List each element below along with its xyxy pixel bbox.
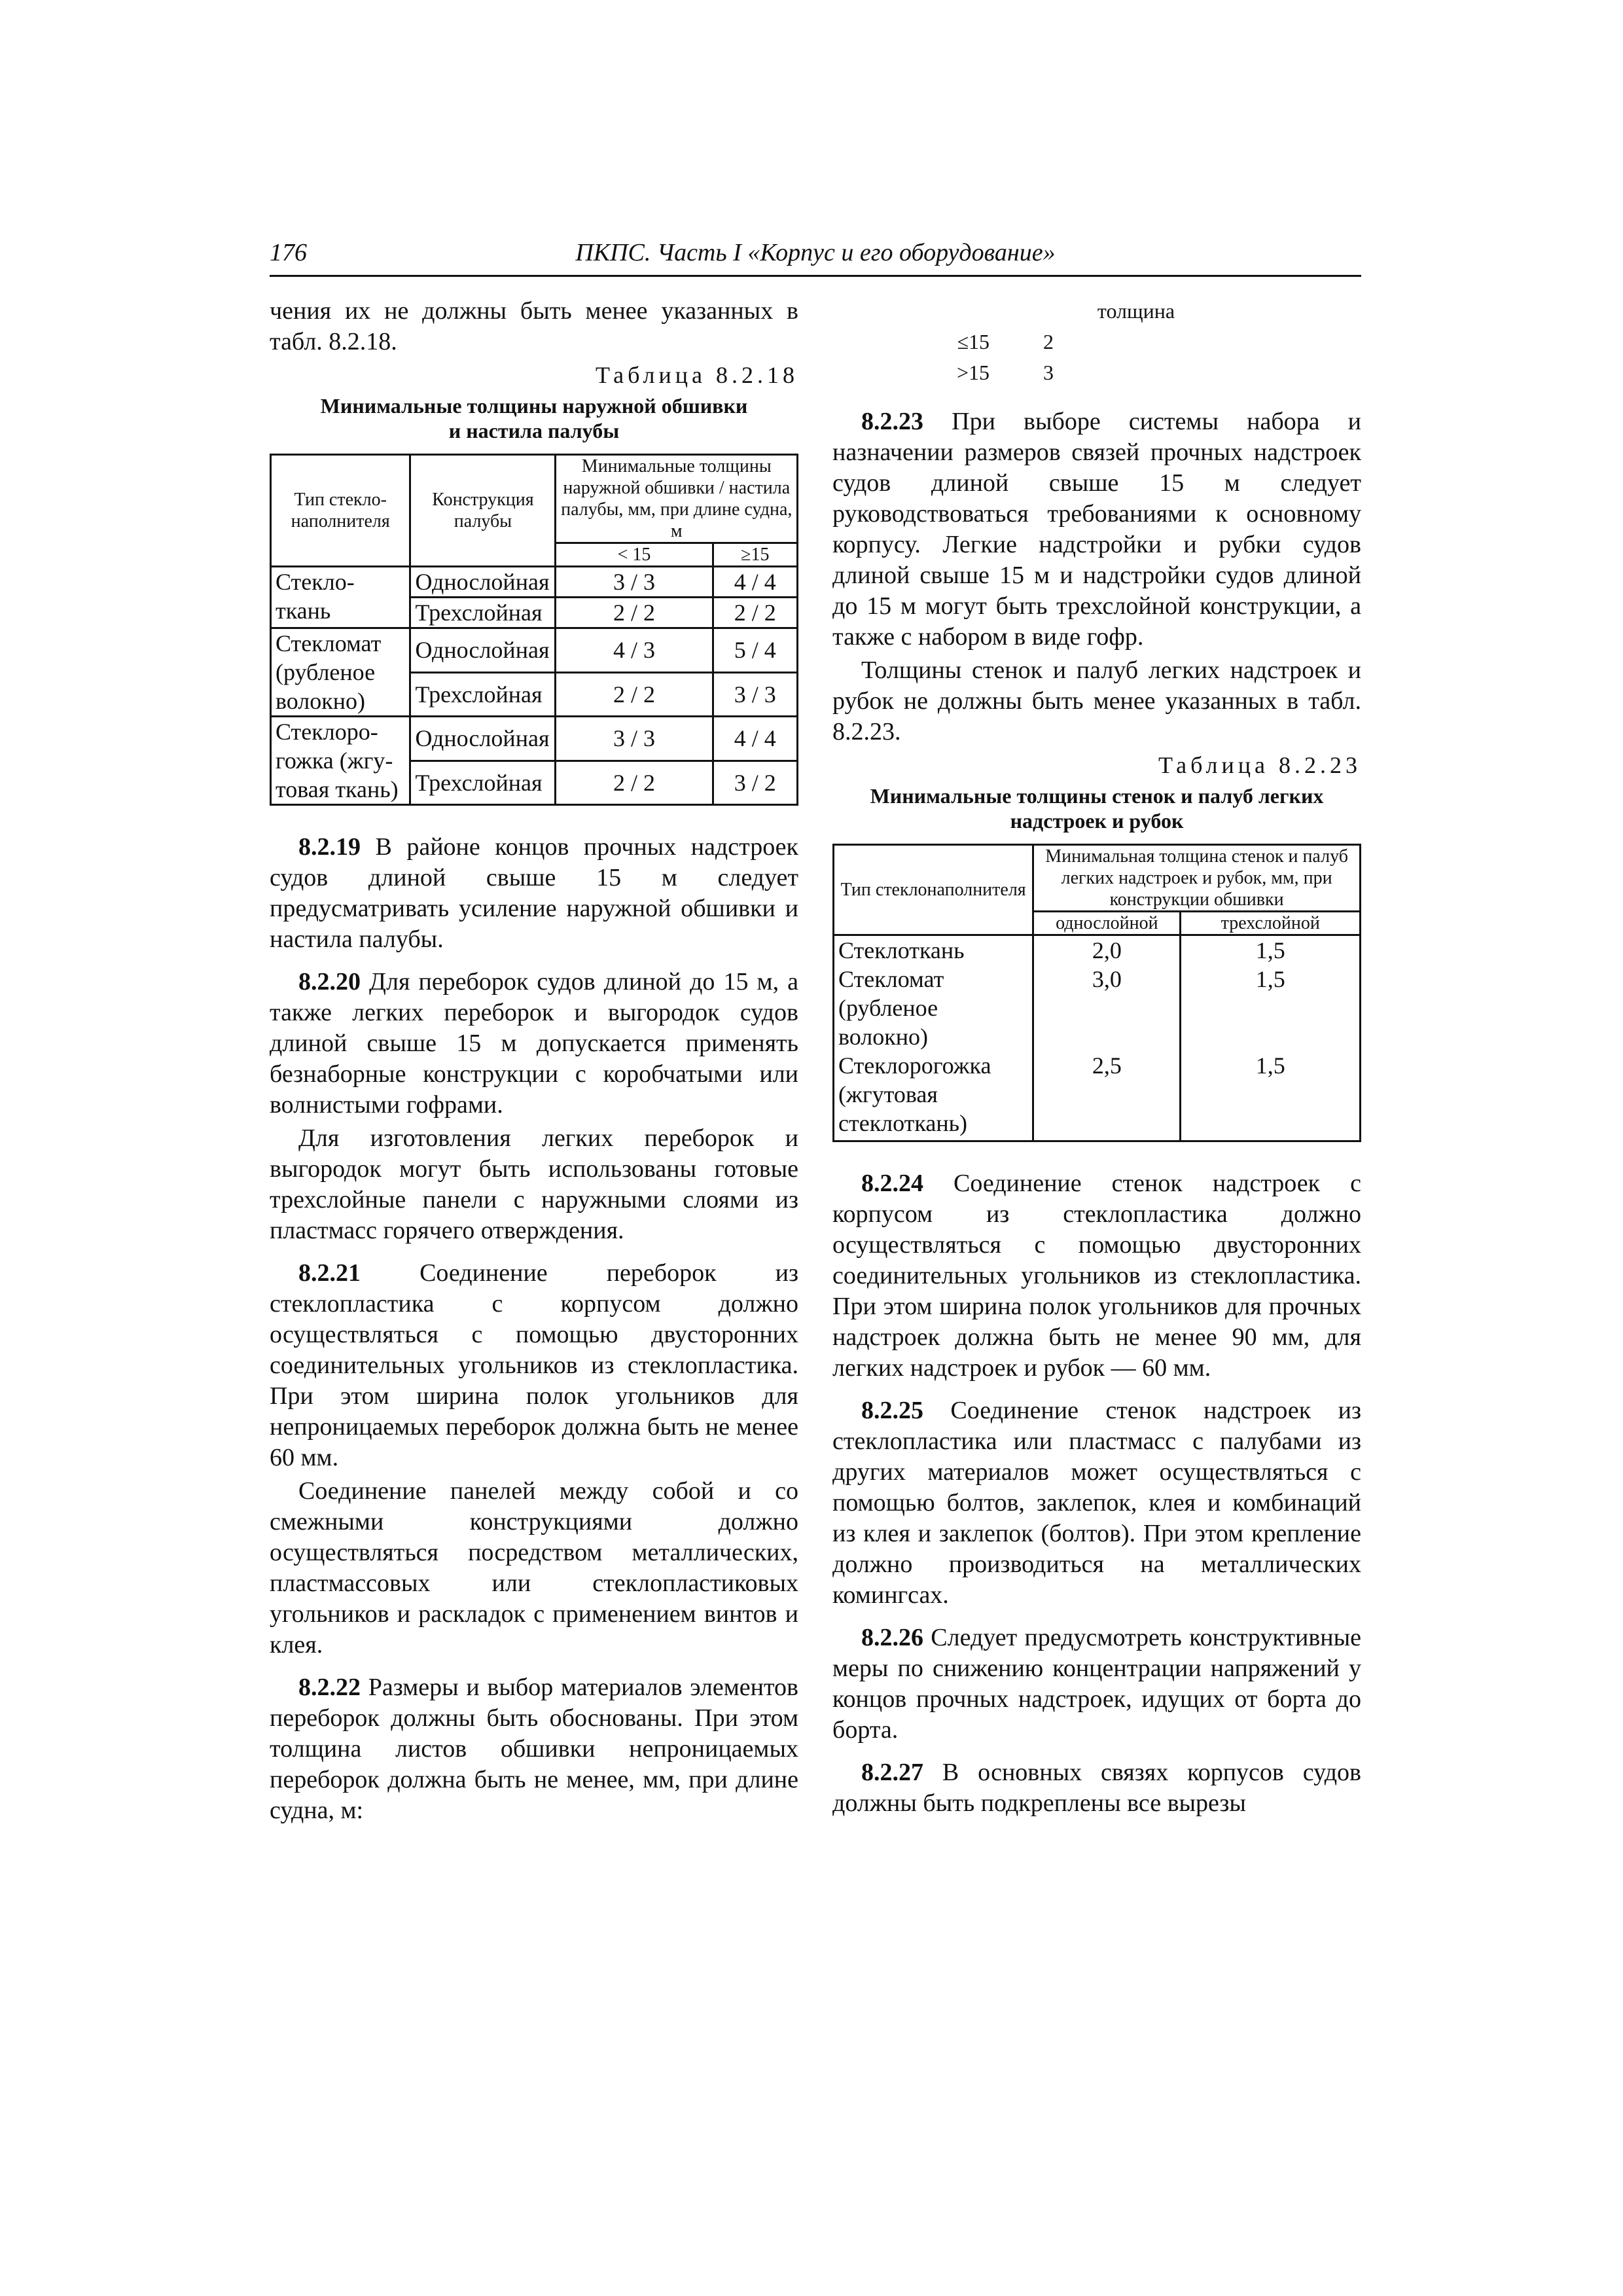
value-cell: 3,0 — [1033, 965, 1181, 1051]
value-cell: 1,5 — [1181, 935, 1361, 965]
section-number: 8.2.27 — [861, 1759, 923, 1786]
section-number: 8.2.20 — [298, 968, 361, 996]
value-cell: 3 / 3 — [556, 717, 713, 761]
value-cell: 4 / 3 — [556, 628, 713, 673]
paragraph-8-2-21-cont: Соединение панелей между собой и со смежными конструкциями должно осуществляться посредством металлических, пластмассовых или стеклопластиковых угольников и раскладок с применением винтов и клея. — [270, 1477, 798, 1659]
header-type: Тип стеклонаполнителя — [834, 845, 1033, 935]
value-cell: 3 / 3 — [713, 672, 797, 717]
paragraph-8-2-19 — [270, 832, 798, 955]
paragraph-text: В районе концов прочных надстроек судов длиной свыше 15 м следует предусматривать усиление наружной обшивки и настила палубы. — [270, 833, 798, 953]
value-cell: 2 / 2 — [556, 598, 713, 628]
mini-header: толщина — [1097, 299, 1175, 323]
paragraph-text: Размеры и выбор материалов элементов переборок должны быть обоснованы. При этом толщина листов обшивки непроницаемых переборок должна быть не менее, мм, при длине судна, м: — [270, 1674, 798, 1824]
header-construction: Конструкция палубы — [410, 455, 556, 567]
value-cell: 1,5 — [1181, 1051, 1361, 1141]
construction-cell: Однослойная — [410, 628, 556, 673]
table-row — [834, 1051, 1361, 1141]
page-header — [270, 238, 1361, 277]
section-number: 8.2.26 — [861, 1624, 923, 1651]
value-cell: 2,0 — [1033, 935, 1181, 965]
right-column — [832, 296, 1361, 1831]
header-single-layer: однослойной — [1033, 912, 1181, 935]
caption-line: Минимальные толщины стенок и палуб легких — [870, 784, 1324, 808]
section-number: 8.2.22 — [298, 1674, 361, 1701]
length-value: >15 — [956, 361, 990, 384]
list-item — [832, 357, 1361, 388]
paragraph-8-2-25 — [832, 1395, 1361, 1611]
caption-line: Минимальные толщины наружной обшивки — [320, 394, 748, 418]
left-column — [270, 296, 798, 1838]
table-8-2-18 — [270, 454, 798, 806]
page-number: 176 — [270, 239, 307, 266]
value-cell: 2,5 — [1033, 1051, 1181, 1141]
construction-cell: Трехслойная — [410, 598, 556, 628]
header-type: Тип стекло-наполнителя — [271, 455, 410, 567]
type-cell: Стекломат (рубленое волокно) — [271, 628, 410, 717]
paragraph-8-2-23 — [832, 406, 1361, 653]
length-value: ≤15 — [957, 330, 990, 353]
list-item — [832, 327, 1361, 357]
section-number: 8.2.25 — [861, 1397, 923, 1424]
value-cell: 4 / 4 — [713, 717, 797, 761]
value-cell: 3 / 3 — [556, 567, 713, 598]
paragraph-text: Следует предусмотреть конструктивные меры по снижению концентрации напряжений у концов прочных надстроек, идущих от борта до борта. — [832, 1624, 1361, 1744]
paragraph-text: Соединение переборок из стеклопластика с корпусом должно осуществляться с помощью двусторонних соединительных угольников из стеклопластика. При этом ширина полок угольников для непроницаемых переборок должна быть не менее 60 мм. — [270, 1259, 798, 1471]
type-cell: Стекломат (рубленое волокно) — [834, 965, 1033, 1051]
paragraph-text: В основных связях корпусов судов должны быть подкреплены все вырезы — [832, 1759, 1361, 1817]
value-cell: 1,5 — [1181, 965, 1361, 1051]
value-cell: 2 / 2 — [556, 761, 713, 805]
table-8-2-23 — [832, 844, 1361, 1142]
type-cell: Стеклоро-гожка (жгу-товая ткань) — [271, 717, 410, 805]
construction-cell: Однослойная — [410, 567, 556, 598]
paragraph-8-2-20 — [270, 967, 798, 1121]
bulkhead-thickness-list — [832, 296, 1361, 388]
table-row — [271, 628, 798, 673]
header-min-thickness: Минимальная толщина стенок и палуб легких надстроек и рубок, мм, при конструкции обшивки — [1033, 845, 1361, 912]
paragraph-text: Соединение стенок надстроек из стеклопластика или пластмасс с палубами из других материалов может осуществляться с помощью болтов, заклепок, клея и комбинаций из клея и заклепок (болтов). При этом крепление должно производиться на металлических комингсах. — [832, 1397, 1361, 1609]
header-min-thickness: Минимальные толщины наружной обшивки / настила палубы, мм, при длине судна, м — [556, 455, 798, 543]
paragraph-8-2-23-cont: Толщины стенок и палуб легких надстроек и рубок не должны быть менее указанных в табл. 8.2.23. — [832, 656, 1361, 745]
paragraph-8-2-21 — [270, 1258, 798, 1473]
intro-text: чения их не должны быть менее указанных в табл. 8.2.18. — [270, 297, 798, 355]
table-row — [834, 965, 1361, 1051]
table-row — [834, 935, 1361, 965]
section-number: 8.2.24 — [861, 1170, 923, 1197]
table-8-2-23-label: Таблица 8.2.23 — [1158, 752, 1361, 778]
thickness-value: 2 — [1043, 330, 1054, 353]
value-cell: 2 / 2 — [713, 598, 797, 628]
caption-line: надстроек и рубок — [1010, 809, 1184, 833]
value-cell: 4 / 4 — [713, 567, 797, 598]
value-cell: 5 / 4 — [713, 628, 797, 673]
type-cell: Стеклорогожка (жгутовая стеклоткань) — [834, 1051, 1033, 1141]
header-ge-15: ≥15 — [713, 543, 797, 567]
section-number: 8.2.23 — [861, 408, 923, 435]
table-row — [271, 717, 798, 761]
table-8-2-18-caption — [270, 393, 798, 443]
paragraph-8-2-24 — [832, 1168, 1361, 1384]
table-row — [271, 567, 798, 598]
header-lt-15: < 15 — [556, 543, 713, 567]
thickness-value: 3 — [1043, 361, 1054, 384]
construction-cell: Однослойная — [410, 717, 556, 761]
paragraph-text: Для переборок судов длиной до 15 м, а также легких переборок и выгородок судов длиной свыше 15 м допускается применять безнаборные конструкции с коробчатыми или волнистыми гофрами. — [270, 968, 798, 1119]
construction-cell: Трехслойная — [410, 761, 556, 805]
paragraph-8-2-22 — [270, 1672, 798, 1826]
value-cell: 2 / 2 — [556, 672, 713, 717]
type-cell: Стеклоткань — [834, 935, 1033, 965]
type-cell: Стекло-ткань — [271, 567, 410, 628]
table-8-2-23-caption — [832, 783, 1361, 833]
paragraph-text: Соединение стенок надстроек с корпусом из стеклопластика должно осуществляться с помощью двусторонних соединительных угольников из стеклопластика. При этом ширина полок угольников для прочных надстроек должна быть не менее 90 мм, для легких надстроек и рубок — 60 мм. — [832, 1170, 1361, 1382]
construction-cell: Трехслойная — [410, 672, 556, 717]
value-cell: 3 / 2 — [713, 761, 797, 805]
paragraph-text: При выборе системы набора и назначении размеров связей прочных надстроек судов длиной свыше 15 м следует руководствоваться требованиями к основному корпусу. Легкие надстройки и рубки судов длиной свыше 15 м и надстройки судов длиной до 15 м могут быть трехслойной конструкции, а также с набором в виде гофр. — [832, 408, 1361, 651]
paragraph-8-2-20-cont: Для изготовления легких переборок и выгородок могут быть использованы готовые трехслойные панели с наружными слоями из пластмасс горячего отверждения. — [270, 1124, 798, 1244]
paragraph-8-2-26 — [832, 1623, 1361, 1746]
section-number: 8.2.21 — [298, 1259, 361, 1287]
section-number: 8.2.19 — [298, 833, 361, 861]
paragraph-8-2-27 — [832, 1757, 1361, 1819]
table-8-2-18-label: Таблица 8.2.18 — [596, 362, 798, 388]
caption-line: и настила палубы — [448, 419, 620, 442]
running-title: ПКПС. Часть I «Корпус и его оборудование» — [575, 239, 1056, 266]
header-three-layer: трехслойной — [1181, 912, 1361, 935]
